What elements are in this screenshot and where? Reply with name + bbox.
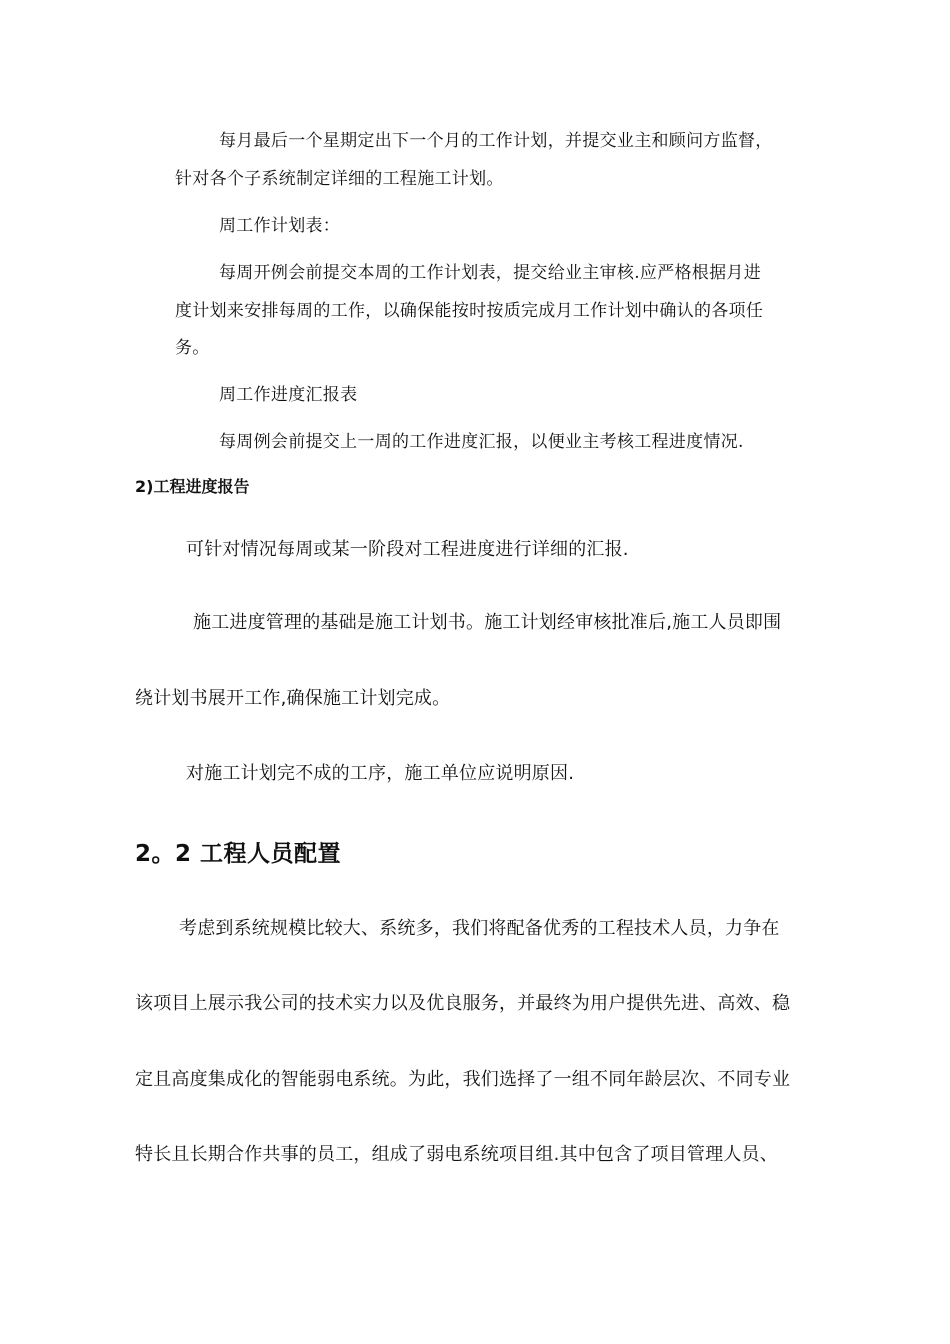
- paragraph-staff-line-1-part-2: 系统规模比较大、: [233, 918, 380, 939]
- paragraph-staff-line-1-part-3: 系统多，我们将配备优秀的工程技术人员，力争在: [379, 918, 780, 939]
- paragraph-weekly-plan-line-1: 每周开例会前提交本周的工作计划表，提交给业主审核.应严格根据月进: [219, 263, 762, 283]
- heading-2-2: 2。2 工程人员配置: [135, 841, 342, 867]
- weekly-progress-label: 周工作进度汇报表: [219, 385, 358, 405]
- paragraph-staff-line-1: [179, 914, 780, 940]
- weekly-plan-label: 周工作计划表：: [219, 216, 341, 236]
- paragraph-staff-line-3: 定且高度集成化的智能弱电系统。为此，我们选择了一组不同年龄层次、不同专业: [135, 1069, 791, 1090]
- paragraph-staff-line-1-part-1: 考虑到: [179, 918, 234, 939]
- paragraph-basis-line-1: 施工进度管理的基础是施工计划书。施工计划经审核批准后,施工人员即围: [193, 612, 782, 633]
- paragraph-weekly-plan-line-3: 务。: [175, 338, 210, 358]
- paragraph-report: 可针对情况每周或某一阶段对工程进度进行详细的汇报.: [186, 539, 629, 560]
- paragraph-monthly-line-2: 针对各个子系统制定详细的工程施工计划。: [175, 169, 504, 189]
- paragraph-basis-line-2: 绕计划书展开工作,确保施工计划完成。: [135, 688, 451, 709]
- paragraph-incomplete: 对施工计划完不成的工序，施工单位应说明原因.: [186, 763, 575, 784]
- paragraph-staff-line-2: 该项目上展示我公司的技术实力以及优良服务，并最终为用户提供先进、高效、稳: [135, 993, 791, 1014]
- paragraph-monthly-line-1: 每月最后一个星期定出下一个月的工作计划，并提交业主和顾问方监督，: [219, 131, 773, 151]
- section-2-title: 2)工程进度报告: [135, 477, 250, 496]
- paragraph-weekly-plan-line-2: 度计划来安排每周的工作，以确保能按时按质完成月工作计划中确认的各项任: [175, 301, 764, 321]
- paragraph-weekly-progress: 每周例会前提交上一周的工作进度汇报，以便业主考核工程进度情况.: [219, 432, 744, 452]
- paragraph-staff-line-4: 特长且长期合作共事的员工，组成了弱电系统项目组.其中包含了项目管理人员、: [135, 1144, 778, 1165]
